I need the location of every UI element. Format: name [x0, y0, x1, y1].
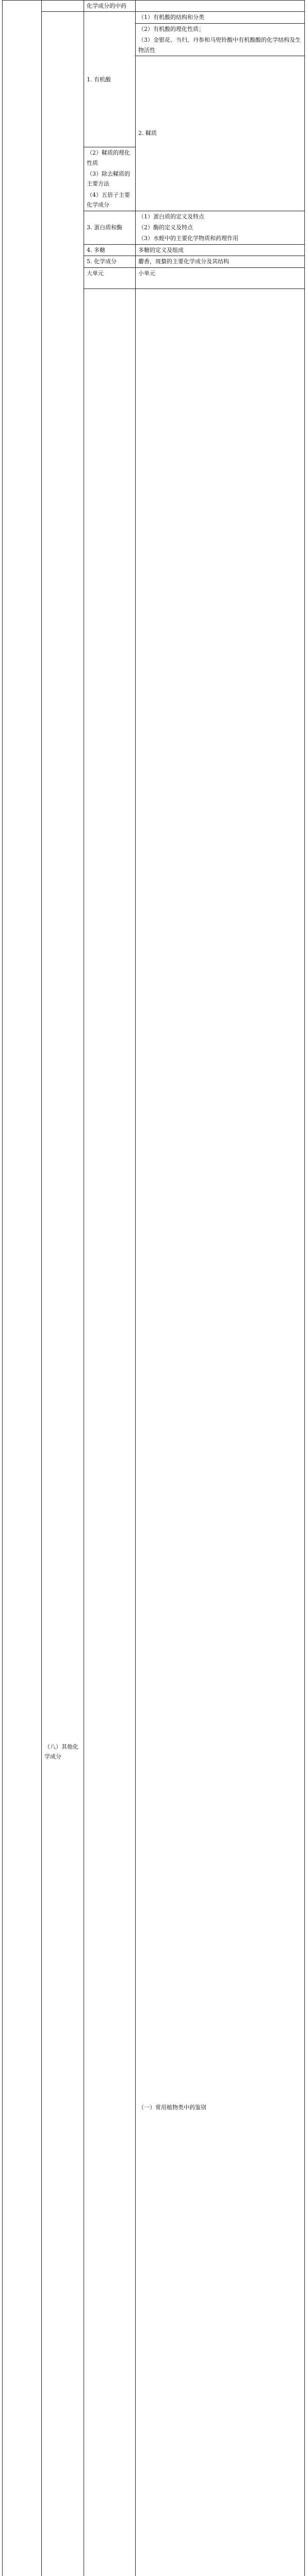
big-unit-cell-bottom: [84, 289, 136, 2576]
points-cell: [136, 1, 305, 12]
item-cell: 化学成分的中药: [84, 1, 136, 12]
header-unit: 小单元: [136, 267, 305, 289]
header-big-unit: 大单元: [84, 267, 136, 289]
points-line: （1）蛋白质的定义及特点: [136, 211, 305, 222]
item-cell: 1. 有机酸: [84, 12, 136, 147]
item-cell: 5. 化学成分: [84, 256, 136, 267]
points-line: （4）五倍子主要化学成分: [84, 190, 136, 211]
points-line: （1）有机酸的结构和分类: [136, 12, 305, 23]
points-line: 多糖的定义及组成: [136, 244, 305, 256]
big-unit-cell-top: [3, 1, 42, 2576]
points-line: 麝香，斑蝥的主要化学成分及其结构: [136, 256, 305, 267]
unit-cell-plant-drugs: （一）常用植物类中药鉴别: [136, 289, 305, 2576]
unit-cell-empty: [42, 1, 84, 12]
syllabus-table: [2, 0, 305, 2576]
points-line: （2）酶的定义及特点: [136, 222, 305, 233]
points-line: （3）金银花、当归、丹参和马兜铃酸中有机酸酸的化学结构及生物活性: [136, 35, 305, 56]
points-line: （3）除去鞣质的主要方法: [84, 168, 136, 190]
item-cell: 3. 蛋白质和酶: [84, 211, 136, 244]
item-cell: 2. 鞣质: [136, 56, 305, 211]
item-cell: 4. 多糖: [84, 244, 136, 256]
points-line: （2）有机酸的理化性质；: [136, 23, 305, 35]
points-line: （3）水蛭中的主要化学物质和药理作用: [136, 233, 305, 244]
points-line: （2）鞣质的理化性质: [84, 147, 136, 168]
unit-cell-other-chemical: （八）其他化学成分: [42, 12, 84, 2576]
